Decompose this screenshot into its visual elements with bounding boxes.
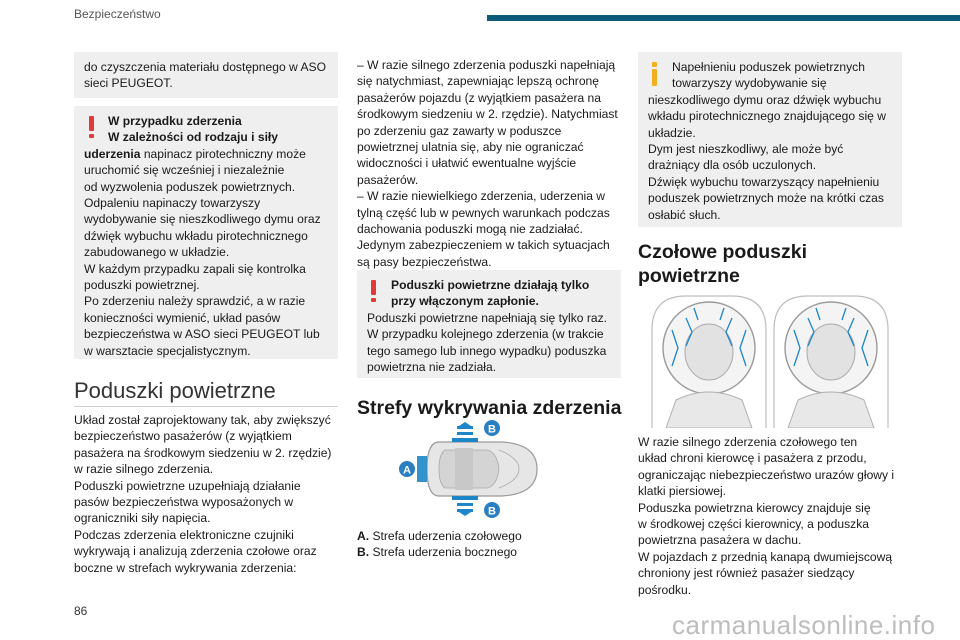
label-a: A [403, 464, 411, 477]
info-body: nieszkodliwego dymu oraz dźwięk wybuchu wkładu pirotechnicznego znajdującego się w układzie. Dym jest nieszkodliwy, ale może być drażniący dla osób uczulonych. Dźwięk wybuchu towarzyszący napełnieniu poduszek powietrznych może na krótki czas osłabić słuch. [648, 92, 886, 222]
side-impact-zone-bottom [452, 496, 478, 516]
warning-box-ignition [357, 270, 621, 378]
frontal-airbags-illustration [646, 290, 894, 428]
info-lead: Napełnieniu poduszek powietrznych towarzyszy wydobywanie się [672, 60, 865, 91]
warning-title: Poduszki powietrzne działają tylko przy włączonym zapłonie. [391, 278, 590, 309]
info-box-smoke [638, 52, 902, 227]
running-header: Bezpieczeństwo [74, 7, 161, 21]
label-b-marker-top [484, 420, 500, 436]
label-b-marker-bottom [484, 502, 500, 518]
warning-exclamation-icon [371, 280, 377, 302]
car-top-view [427, 442, 537, 496]
collision-zones-diagram [397, 418, 557, 520]
site-watermark: carmanualsonline.info [672, 610, 936, 640]
heading-rule [74, 406, 338, 407]
warning-box-collision [74, 106, 338, 359]
header-accent-bar [487, 15, 960, 21]
warning-exclamation-icon [89, 116, 95, 138]
section-heading-zones: Strefy wykrywania zderzenia [357, 397, 622, 419]
diagram-legend [357, 528, 522, 561]
side-impact-zone-top [452, 422, 478, 442]
legend-item-b: B. Strefa uderzenia bocznego [357, 545, 518, 560]
legend-item-a: A. Strefa uderzenia czołowego [357, 529, 522, 543]
label-b: B [488, 505, 496, 518]
section-heading-airbags: Poduszki powietrzne [74, 378, 276, 403]
passenger-seat-illustration [774, 296, 888, 428]
deployment-text: – W razie silnego zderzenia poduszki napełniają się natychmiast, zapewniając lepszą ochronę pasażerów pojazdu (z wyjątkiem pasażera na środkowym siedzeniu w 2. rzędzie). Natychmiast po zderzeniu gaz zawarty w poduszce powietrznej ulatnia się, aby nie ograniczać widoczności i ułatwić ewentualne wyjście pasażerów. – W razie niewielkiego zderzenia, uderzenia w tylną część lub w pewnych warunkach podczas dachowania poduszki mogą nie zadziałać. Jedynym zabezpieczeniem w takich sytuacjach są pasy bezpieczeństwa. [357, 58, 618, 269]
warning-title: W przypadku zderzenia W zależności od rodzaju i siły [108, 114, 279, 145]
airbags-intro-text: Układ został zaprojektowany tak, aby zwiększyć bezpieczeństwo pasażerów (z wyjątkiem pasażera na środkowym siedzeniu w 2. rzędzie) w razie silnego zderzenia. Poduszki powietrzne uzupełniają działanie pasów bezpieczeństwa wyposażonych w ograniczniki siły napięcia. Podczas zderzenia elektroniczne czujniki wykrywają i analizują zderzenia czołowe oraz boczne w strefach wykrywania zderzenia: [74, 413, 332, 575]
warning-body: Poduszki powietrzne napełniają się tylko raz. W przypadku kolejnego zderzenia (w trakcie tego samego lub innego wypadku) poduszka powietrzna nie zadziała. [367, 310, 607, 375]
driver-seat-illustration [652, 296, 766, 428]
label-b: B [488, 423, 496, 436]
section-heading-frontal-airbags: Czołowe poduszki powietrzne [638, 241, 808, 287]
info-i-icon [652, 62, 658, 86]
note-text: do czyszczenia materiału dostępnego w ASO sieci PEUGEOT. [84, 60, 327, 91]
note-box-cleaning [74, 52, 338, 98]
label-a-marker [399, 461, 415, 477]
page-number: 86 [74, 604, 88, 618]
frontal-airbags-text: W razie silnego zderzenia czołowego ten układ chroni kierowcę i pasażera z przodu, ograniczając niebezpieczeństwo urazów głowy i klatki piersiowej. Poduszka powietrzna kierowcy znajduje się w środkowej części kierownicy, a poduszka powietrzna pasażera w dachu. W pojazdach z przednią kanapą dwumiejscową chroniony jest również pasażer siedzący pośrodku. [638, 435, 895, 597]
frontal-impact-zone [417, 456, 427, 482]
warning-body: uderzenia napinacz pirotechniczny może uruchomić się wcześniej i niezależnie od wyzwolenia poduszek powietrznych. Odpaleniu napinaczy towarzyszy wydobywanie się nieszkodliwego dymu oraz dźwięk wybuchu wkładu pirotechnicznego zabudowanego w układzie. W każdym przypadku zapali się kontrolka poduszki powietrznej. Po zderzeniu należy sprawdzić, a w razie konieczności wymienić, układ pasów bezpieczeństwa w ASO sieci PEUGEOT lub w warsztacie specjalistycznym. [84, 146, 321, 358]
